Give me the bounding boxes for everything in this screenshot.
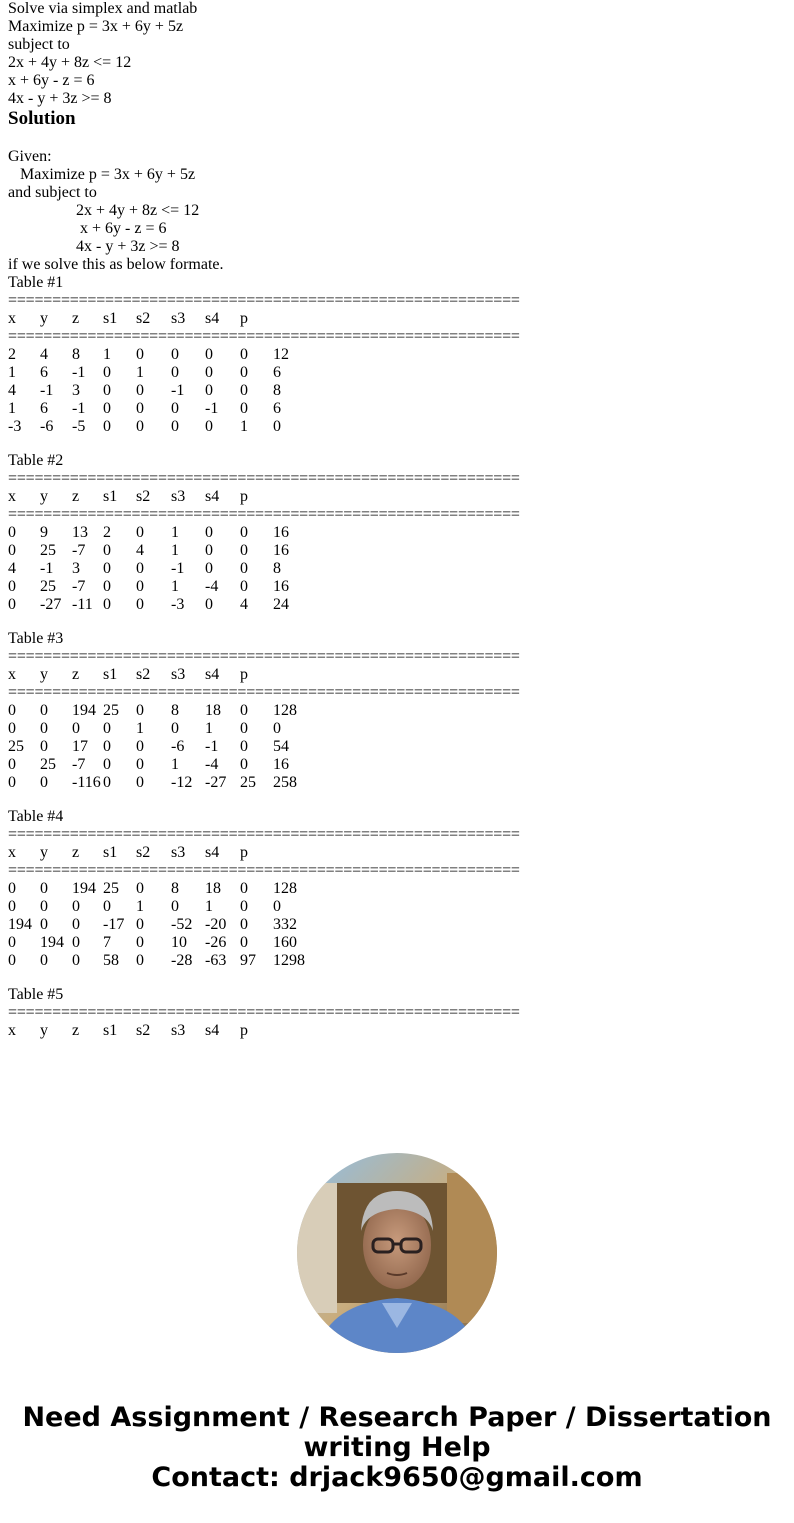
table-row	[8, 916, 788, 934]
table-cell: 0	[136, 578, 144, 595]
table-title: Table #2	[8, 452, 64, 469]
table-cell: 160	[273, 934, 297, 951]
table-header-cell: z	[72, 310, 80, 327]
table-cell: 258	[273, 774, 297, 791]
table-header-cell: p	[240, 1022, 248, 1039]
table-cell: 0	[8, 596, 16, 613]
table-cell: 194	[72, 880, 96, 897]
table-cell: 0	[103, 418, 111, 435]
simplex-tables	[8, 274, 788, 1040]
table-cell: -1	[171, 382, 185, 399]
table-cell: 1	[171, 524, 179, 541]
table-cell: 0	[40, 898, 48, 915]
table-cell: 0	[205, 382, 213, 399]
table-row	[8, 364, 788, 382]
table-cell: 0	[103, 364, 111, 381]
table-cell: 1	[171, 756, 179, 773]
table-cell: -26	[205, 934, 227, 951]
table-rule: ==========================================================	[8, 470, 520, 487]
table-header-cell: s3	[171, 666, 186, 683]
table-title: Table #4	[8, 808, 64, 825]
table-cell: 0	[103, 596, 111, 613]
table-cell: 0	[40, 702, 48, 719]
table-cell: 6	[40, 364, 48, 381]
table-header-cell: y	[40, 1022, 48, 1039]
table-cell: 0	[8, 542, 16, 559]
table-row	[8, 702, 788, 720]
table-cell: -7	[72, 542, 86, 559]
table-cell: 0	[72, 720, 80, 737]
table-cell: 0	[136, 738, 144, 755]
table-cell: 0	[205, 524, 213, 541]
table-rule: ==========================================================	[8, 862, 520, 879]
table-cell: 0	[136, 400, 144, 417]
table-cell: 0	[136, 560, 144, 577]
table-cell: 10	[171, 934, 187, 951]
table-cell: 18	[205, 880, 221, 897]
table-cell: 0	[136, 418, 144, 435]
question-line: Maximize p = 3x + 6y + 5z	[8, 18, 184, 35]
table-cell: -1	[40, 382, 54, 399]
table-header-row	[8, 844, 788, 862]
table-title: Table #5	[8, 986, 64, 1003]
table-cell: 0	[240, 578, 248, 595]
table-cell: 0	[240, 382, 248, 399]
table-row	[8, 774, 788, 792]
simplex-table	[8, 808, 788, 970]
table-row	[8, 898, 788, 916]
table-cell: 0	[205, 346, 213, 363]
table-header-cell: s2	[136, 844, 151, 861]
portrait-image	[297, 1153, 497, 1353]
table-cell: 8	[171, 880, 179, 897]
table-cell: 0	[240, 560, 248, 577]
table-cell: 0	[171, 418, 179, 435]
table-cell: 0	[8, 934, 16, 951]
table-row	[8, 524, 788, 542]
table-cell: 3	[72, 560, 80, 577]
table-cell: 7	[103, 934, 111, 951]
table-cell: 0	[136, 934, 144, 951]
table-cell: 0	[136, 880, 144, 897]
given-objective: Maximize p = 3x + 6y + 5z	[20, 166, 196, 183]
table-cell: 0	[103, 720, 111, 737]
table-title: Table #3	[8, 630, 64, 647]
given-constraint-1: 2x + 4y + 8z <= 12	[76, 202, 200, 219]
table-header-cell: z	[72, 1022, 80, 1039]
table-header-cell: z	[72, 844, 80, 861]
table-cell: 0	[103, 738, 111, 755]
table-header-cell: x	[8, 310, 16, 327]
table-cell: 0	[136, 756, 144, 773]
table-header-cell: y	[40, 666, 48, 683]
table-cell: 0	[240, 756, 248, 773]
table-cell: 6	[273, 400, 281, 417]
table-cell: -1	[72, 364, 86, 381]
table-cell: -4	[205, 578, 219, 595]
table-cell: 2	[8, 346, 16, 363]
table-cell: 0	[205, 560, 213, 577]
table-cell: 0	[205, 542, 213, 559]
table-cell: -17	[103, 916, 125, 933]
table-header-cell: s4	[205, 488, 220, 505]
given-block	[8, 166, 788, 256]
table-cell: 0	[8, 578, 16, 595]
table-cell: 0	[136, 346, 144, 363]
table-header-cell: x	[8, 666, 16, 683]
table-header-row	[8, 1022, 788, 1040]
table-cell: -28	[171, 952, 193, 969]
table-cell: 0	[103, 400, 111, 417]
table-cell: 25	[103, 880, 119, 897]
table-cell: 0	[240, 916, 248, 933]
table-row	[8, 560, 788, 578]
table-cell: 0	[72, 898, 80, 915]
table-cell: 0	[240, 346, 248, 363]
table-cell: -1	[205, 738, 219, 755]
table-cell: -7	[72, 578, 86, 595]
table-cell: -1	[171, 560, 185, 577]
table-cell: 0	[136, 952, 144, 969]
table-header-cell: s3	[171, 844, 186, 861]
table-cell: 6	[273, 364, 281, 381]
table-header-cell: s2	[136, 1022, 151, 1039]
table-cell: 16	[273, 542, 289, 559]
table-row	[8, 952, 788, 970]
table-cell: 0	[72, 952, 80, 969]
table-cell: 0	[240, 400, 248, 417]
footer-contact: Contact: drjack9650@gmail.com	[151, 1462, 643, 1493]
table-cell: -7	[72, 756, 86, 773]
table-header-cell: s1	[103, 666, 118, 683]
table-cell: -3	[171, 596, 185, 613]
given-constraint-3: 4x - y + 3z >= 8	[76, 238, 180, 255]
table-cell: 4	[240, 596, 248, 613]
table-cell: 1	[103, 346, 111, 363]
table-cell: 12	[273, 346, 289, 363]
table-rule: ==========================================================	[8, 648, 520, 665]
table-cell: 1	[8, 364, 16, 381]
table-cell: 4	[8, 382, 16, 399]
table-header-cell: s3	[171, 488, 186, 505]
table-cell: -5	[72, 418, 86, 435]
table-cell: 2	[103, 524, 111, 541]
table-header-cell: s2	[136, 666, 151, 683]
table-row	[8, 382, 788, 400]
table-cell: 1	[205, 720, 213, 737]
table-cell: -12	[171, 774, 193, 791]
table-cell: 1	[240, 418, 248, 435]
table-header-cell: p	[240, 488, 248, 505]
table-cell: 4	[8, 560, 16, 577]
table-cell: 0	[240, 524, 248, 541]
table-cell: 128	[273, 880, 297, 897]
table-cell: 6	[40, 400, 48, 417]
table-header-cell: s2	[136, 488, 151, 505]
table-cell: 4	[136, 542, 144, 559]
footer-banner	[0, 1403, 794, 1493]
table-cell: 0	[8, 524, 16, 541]
table-cell: 8	[273, 382, 281, 399]
table-header-cell: s4	[205, 1022, 220, 1039]
table-header-cell: s4	[205, 844, 220, 861]
given-label: Given:	[8, 148, 52, 165]
table-cell: 1	[136, 898, 144, 915]
table-cell: 0	[240, 898, 248, 915]
question-line: 4x - y + 3z >= 8	[8, 90, 112, 107]
table-row	[8, 738, 788, 756]
table-header-cell: x	[8, 488, 16, 505]
table-cell: 0	[240, 364, 248, 381]
table-cell: 54	[273, 738, 289, 755]
table-cell: 0	[136, 596, 144, 613]
table-cell: -52	[171, 916, 193, 933]
question-line: 2x + 4y + 8z <= 12	[8, 54, 132, 71]
table-cell: 0	[40, 738, 48, 755]
table-rule: ==========================================================	[8, 684, 520, 701]
table-row	[8, 578, 788, 596]
table-cell: 332	[273, 916, 297, 933]
table-cell: 25	[8, 738, 24, 755]
table-cell: -116	[72, 774, 101, 791]
table-title: Table #1	[8, 274, 64, 291]
table-header-cell: z	[72, 488, 80, 505]
table-rule: ==========================================================	[8, 1004, 520, 1021]
table-cell: 0	[171, 898, 179, 915]
table-rule: ==========================================================	[8, 292, 520, 309]
table-header-cell: s1	[103, 1022, 118, 1039]
table-header-cell: x	[8, 1022, 16, 1039]
table-header-cell: y	[40, 488, 48, 505]
table-cell: 8	[171, 702, 179, 719]
table-cell: -27	[205, 774, 227, 791]
table-cell: 1	[205, 898, 213, 915]
table-cell: 16	[273, 524, 289, 541]
table-cell: 0	[171, 364, 179, 381]
table-header-cell: s1	[103, 844, 118, 861]
table-rule: ==========================================================	[8, 826, 520, 843]
table-cell: 0	[40, 720, 48, 737]
table-cell: -6	[40, 418, 54, 435]
table-cell: 25	[40, 756, 56, 773]
table-cell: 0	[103, 898, 111, 915]
table-header-cell: p	[240, 666, 248, 683]
table-cell: 0	[171, 346, 179, 363]
table-header-cell: p	[240, 844, 248, 861]
table-cell: 0	[72, 916, 80, 933]
table-cell: 25	[40, 578, 56, 595]
question-line: subject to	[8, 36, 70, 53]
table-cell: 0	[273, 720, 281, 737]
footer-line-2: writing Help	[303, 1432, 491, 1463]
table-cell: 1	[136, 364, 144, 381]
table-cell: 8	[72, 346, 80, 363]
table-cell: 3	[72, 382, 80, 399]
table-cell: 0	[40, 880, 48, 897]
table-cell: 0	[72, 934, 80, 951]
table-cell: 16	[273, 578, 289, 595]
question-text	[8, 18, 788, 108]
table-cell: -1	[72, 400, 86, 417]
given-constraint-2: x + 6y - z = 6	[80, 220, 167, 237]
table-cell: 0	[8, 720, 16, 737]
table-cell: 25	[40, 542, 56, 559]
table-cell: 0	[136, 702, 144, 719]
table-header-row	[8, 666, 788, 684]
table-row	[8, 542, 788, 560]
table-cell: 0	[8, 880, 16, 897]
table-cell: 0	[273, 898, 281, 915]
intro-text: if we solve this as below formate.	[8, 256, 224, 273]
table-cell: 0	[8, 952, 16, 969]
table-cell: -27	[40, 596, 62, 613]
table-cell: 0	[8, 898, 16, 915]
table-cell: 18	[205, 702, 221, 719]
table-cell: -11	[72, 596, 93, 613]
table-cell: 194	[40, 934, 64, 951]
question-line: x + 6y - z = 6	[8, 72, 95, 89]
table-cell: -3	[8, 418, 22, 435]
table-cell: 0	[40, 916, 48, 933]
table-rule: ==========================================================	[8, 506, 520, 523]
table-cell: 0	[8, 756, 16, 773]
table-cell: 24	[273, 596, 289, 613]
table-cell: 0	[136, 524, 144, 541]
table-cell: 0	[136, 774, 144, 791]
footer-line-1: Need Assignment / Research Paper / Dissertation	[22, 1402, 772, 1433]
table-row	[8, 756, 788, 774]
table-row	[8, 400, 788, 418]
table-cell: 0	[171, 720, 179, 737]
table-header-row	[8, 488, 788, 506]
table-header-cell: s1	[103, 310, 118, 327]
table-cell: 0	[40, 774, 48, 791]
table-cell: 0	[103, 542, 111, 559]
table-cell: -1	[40, 560, 54, 577]
table-cell: -6	[171, 738, 185, 755]
table-row	[8, 596, 788, 614]
table-header-cell: s4	[205, 310, 220, 327]
table-row	[8, 720, 788, 738]
table-header-cell: s3	[171, 310, 186, 327]
table-cell: 1	[171, 578, 179, 595]
table-header-cell: z	[72, 666, 80, 683]
table-row	[8, 346, 788, 364]
table-header-row	[8, 310, 788, 328]
table-cell: 1298	[273, 952, 305, 969]
table-cell: 0	[8, 702, 16, 719]
table-cell: 16	[273, 756, 289, 773]
table-row	[8, 934, 788, 952]
table-cell: 0	[205, 418, 213, 435]
table-header-cell: s2	[136, 310, 151, 327]
table-cell: 0	[205, 364, 213, 381]
table-cell: 194	[8, 916, 32, 933]
table-cell: 0	[240, 542, 248, 559]
table-cell: 25	[103, 702, 119, 719]
table-cell: 0	[8, 774, 16, 791]
table-cell: 58	[103, 952, 119, 969]
table-cell: 0	[136, 382, 144, 399]
table-cell: 0	[103, 382, 111, 399]
table-cell: -1	[205, 400, 219, 417]
table-cell: 1	[136, 720, 144, 737]
table-cell: 0	[103, 774, 111, 791]
table-cell: 0	[103, 560, 111, 577]
simplex-table	[8, 274, 788, 436]
question-title: Solve via simplex and matlab	[8, 0, 198, 17]
table-cell: 25	[240, 774, 256, 791]
table-cell: 0	[40, 952, 48, 969]
table-header-cell: y	[40, 310, 48, 327]
table-cell: 97	[240, 952, 256, 969]
table-cell: 1	[171, 542, 179, 559]
table-header-cell: x	[8, 844, 16, 861]
simplex-table	[8, 986, 788, 1040]
table-header-cell: p	[240, 310, 248, 327]
simplex-table	[8, 630, 788, 792]
table-cell: 0	[171, 400, 179, 417]
table-cell: -63	[205, 952, 227, 969]
table-cell: 0	[240, 720, 248, 737]
table-cell: 0	[240, 702, 248, 719]
table-cell: 0	[103, 756, 111, 773]
table-cell: 0	[240, 880, 248, 897]
table-cell: 0	[103, 578, 111, 595]
table-cell: 0	[273, 418, 281, 435]
table-cell: 128	[273, 702, 297, 719]
table-rule: ==========================================================	[8, 328, 520, 345]
table-cell: 8	[273, 560, 281, 577]
table-cell: 9	[40, 524, 48, 541]
table-row	[8, 418, 788, 436]
table-cell: 4	[40, 346, 48, 363]
table-row	[8, 880, 788, 898]
author-photo	[297, 1153, 497, 1353]
table-cell: 0	[136, 916, 144, 933]
table-header-cell: s1	[103, 488, 118, 505]
table-cell: -4	[205, 756, 219, 773]
table-cell: 194	[72, 702, 96, 719]
table-header-cell: y	[40, 844, 48, 861]
table-cell: 0	[205, 596, 213, 613]
simplex-table	[8, 452, 788, 614]
table-cell: 13	[72, 524, 88, 541]
table-cell: 1	[8, 400, 16, 417]
solution-heading: Solution	[8, 108, 76, 129]
table-cell: 0	[240, 934, 248, 951]
table-header-cell: s4	[205, 666, 220, 683]
table-cell: -20	[205, 916, 227, 933]
table-cell: 0	[240, 738, 248, 755]
given-subject: and subject to	[8, 184, 97, 201]
document-body	[8, 0, 788, 1122]
table-header-cell: s3	[171, 1022, 186, 1039]
table-cell: 17	[72, 738, 88, 755]
